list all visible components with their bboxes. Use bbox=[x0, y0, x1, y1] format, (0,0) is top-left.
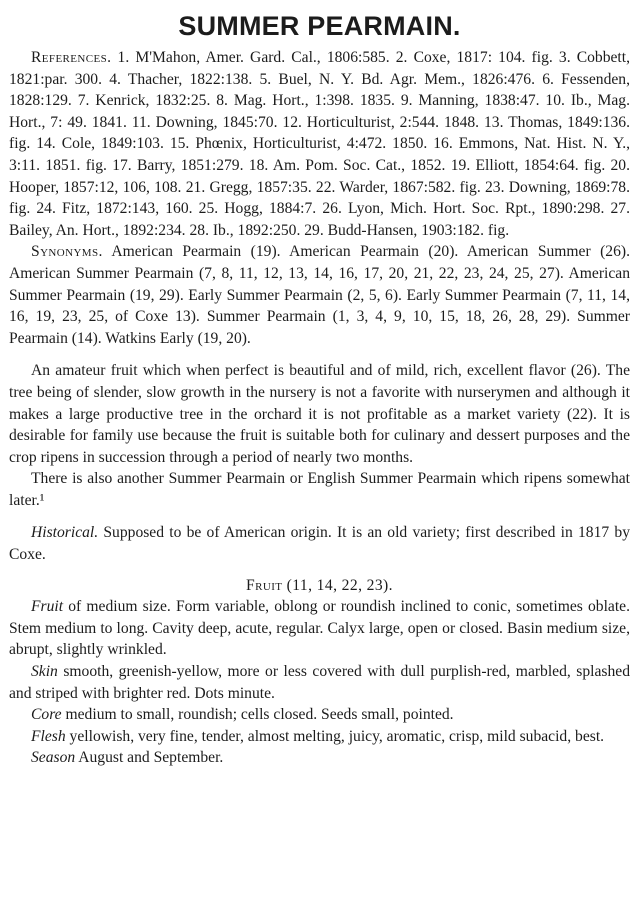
historical-text: Supposed to be of American origin. It is an old variety; first described in 1817 by Coxe. bbox=[9, 524, 630, 564]
description-section bbox=[9, 360, 630, 511]
flesh-label: Flesh bbox=[31, 727, 66, 745]
season-label: Season bbox=[31, 749, 76, 767]
historical-label: Historical. bbox=[31, 524, 99, 542]
core-text: medium to small, roundish; cells closed. Seeds small, pointed. bbox=[61, 706, 454, 724]
references-section bbox=[9, 47, 630, 349]
references-label: References. bbox=[31, 49, 112, 66]
season-text: August and September. bbox=[75, 749, 224, 767]
historical-section bbox=[9, 522, 630, 565]
fruit-label: Fruit bbox=[31, 598, 64, 616]
fruit-text: of medium size. Form variable, oblong or roundish inclined to conic, sometimes oblate. Stem medium to long. Cavity deep, acute, regular. Calyx large, open or closed. Basin medium size, abrupt, slightly wrinkled. bbox=[9, 598, 630, 659]
skin-paragraph bbox=[9, 661, 630, 704]
page-title: SUMMER PEARMAIN. bbox=[178, 11, 461, 41]
description-paragraph: An amateur fruit which when perfect is beautiful and of mild, rich, excellent flavor (26). The tree being of slender, slow growth in the nursery is not a favorite with nurserymen and although it makes a large productive tree in the orchard it is not profitable as a market variety (22). It is desirable for family use because the fruit is suitable both for culinary and dessert purposes and the crop ripens in succession through a period of nearly two months. bbox=[9, 362, 630, 466]
flesh-paragraph bbox=[9, 726, 630, 748]
references-text: 1. M'Mahon, Amer. Gard. Cal., 1806:585. 2. Coxe, 1817: 104. fig. 3. Cobbett, 1821:par. 300. 4. Thacher, 1822:138. 5. Buel, N. Y. Bd. Agr. Mem., 1826:476. 6. Fessenden, 1828:129. 7. Kenrick, 1832:25. 8. Mag. Hort., 1:398. 1835. 9. Manning, 1838:47. 10. Ib., Mag. Hort., 7: 49. 1841. 11. Downing, 1845:70. 12. Horticulturist, 2:544. 1848. 13. Thomas, 1849:136. fig. 14. Cole, 1849:103. 15. Phœnix, Horticulturist, 4:472. 1850. 16. Emmons, Nat. Hist. N. Y., 3:11. 1851. fig. 17. Barry, 1851:279. 18. Am. Pom. Soc. Cat., 1852. 19. Elliott, 1854:64. fig. 20. Hooper, 1857:12, 106, 108. 21. Gregg, 1857:35. 22. Warder, 1867:582. fig. 23. Downing, 1869:78. fig. 24. Fitz, 1872:143, 160. 25. Hogg, 1884:7. 26. Lyon, Mich. Hort. Soc. Rpt., 1890:298. 27. Bailey, An. Hort., 1892:234. 28. Ib., 1892:250. 29. Budd-Hansen, 1903:182. fig. bbox=[9, 49, 630, 239]
core-label: Core bbox=[31, 706, 62, 724]
historical-paragraph bbox=[9, 522, 630, 565]
synonyms-label: Synonyms. bbox=[31, 243, 103, 261]
skin-label: Skin bbox=[31, 663, 58, 681]
synonyms-paragraph bbox=[9, 241, 630, 349]
description-paragraph: There is also another Summer Pearmain or English Summer Pearmain which ripens somewhat later.¹ bbox=[9, 470, 630, 509]
core-paragraph bbox=[9, 704, 630, 726]
flesh-text: yellowish, very fine, tender, almost melting, juicy, aromatic, crisp, mild subacid, best. bbox=[65, 727, 605, 745]
fruit-paragraph bbox=[9, 596, 630, 661]
fruit-section bbox=[9, 575, 630, 769]
synonyms-text: American Pearmain (19). American Pearmain (20). American Summer (26). American Summer Pearmain (7, 8, 11, 12, 13, 14, 16, 17, 20, 21, 22, 23, 24, 25, 27). American Summer Pearmain (19, 29). Early Summer Pearmain (2, 5, 6). Early Summer Pearmain (7, 11, 14, 16, 19, 23, 25, of Coxe 13). Summer Pearmain (1, 3, 4, 9, 10, 15, 18, 26, 28, 29). Summer Pearmain (14). Watkins Early (19, 20). bbox=[9, 243, 630, 347]
skin-text: smooth, greenish-yellow, more or less covered with dull purplish-red, marbled, splashed and striped with brighter red. Dots minute. bbox=[9, 663, 630, 702]
season-paragraph bbox=[9, 747, 630, 769]
references-paragraph bbox=[9, 47, 630, 241]
fruit-heading: Fruit (11, 14, 22, 23). bbox=[246, 576, 393, 594]
